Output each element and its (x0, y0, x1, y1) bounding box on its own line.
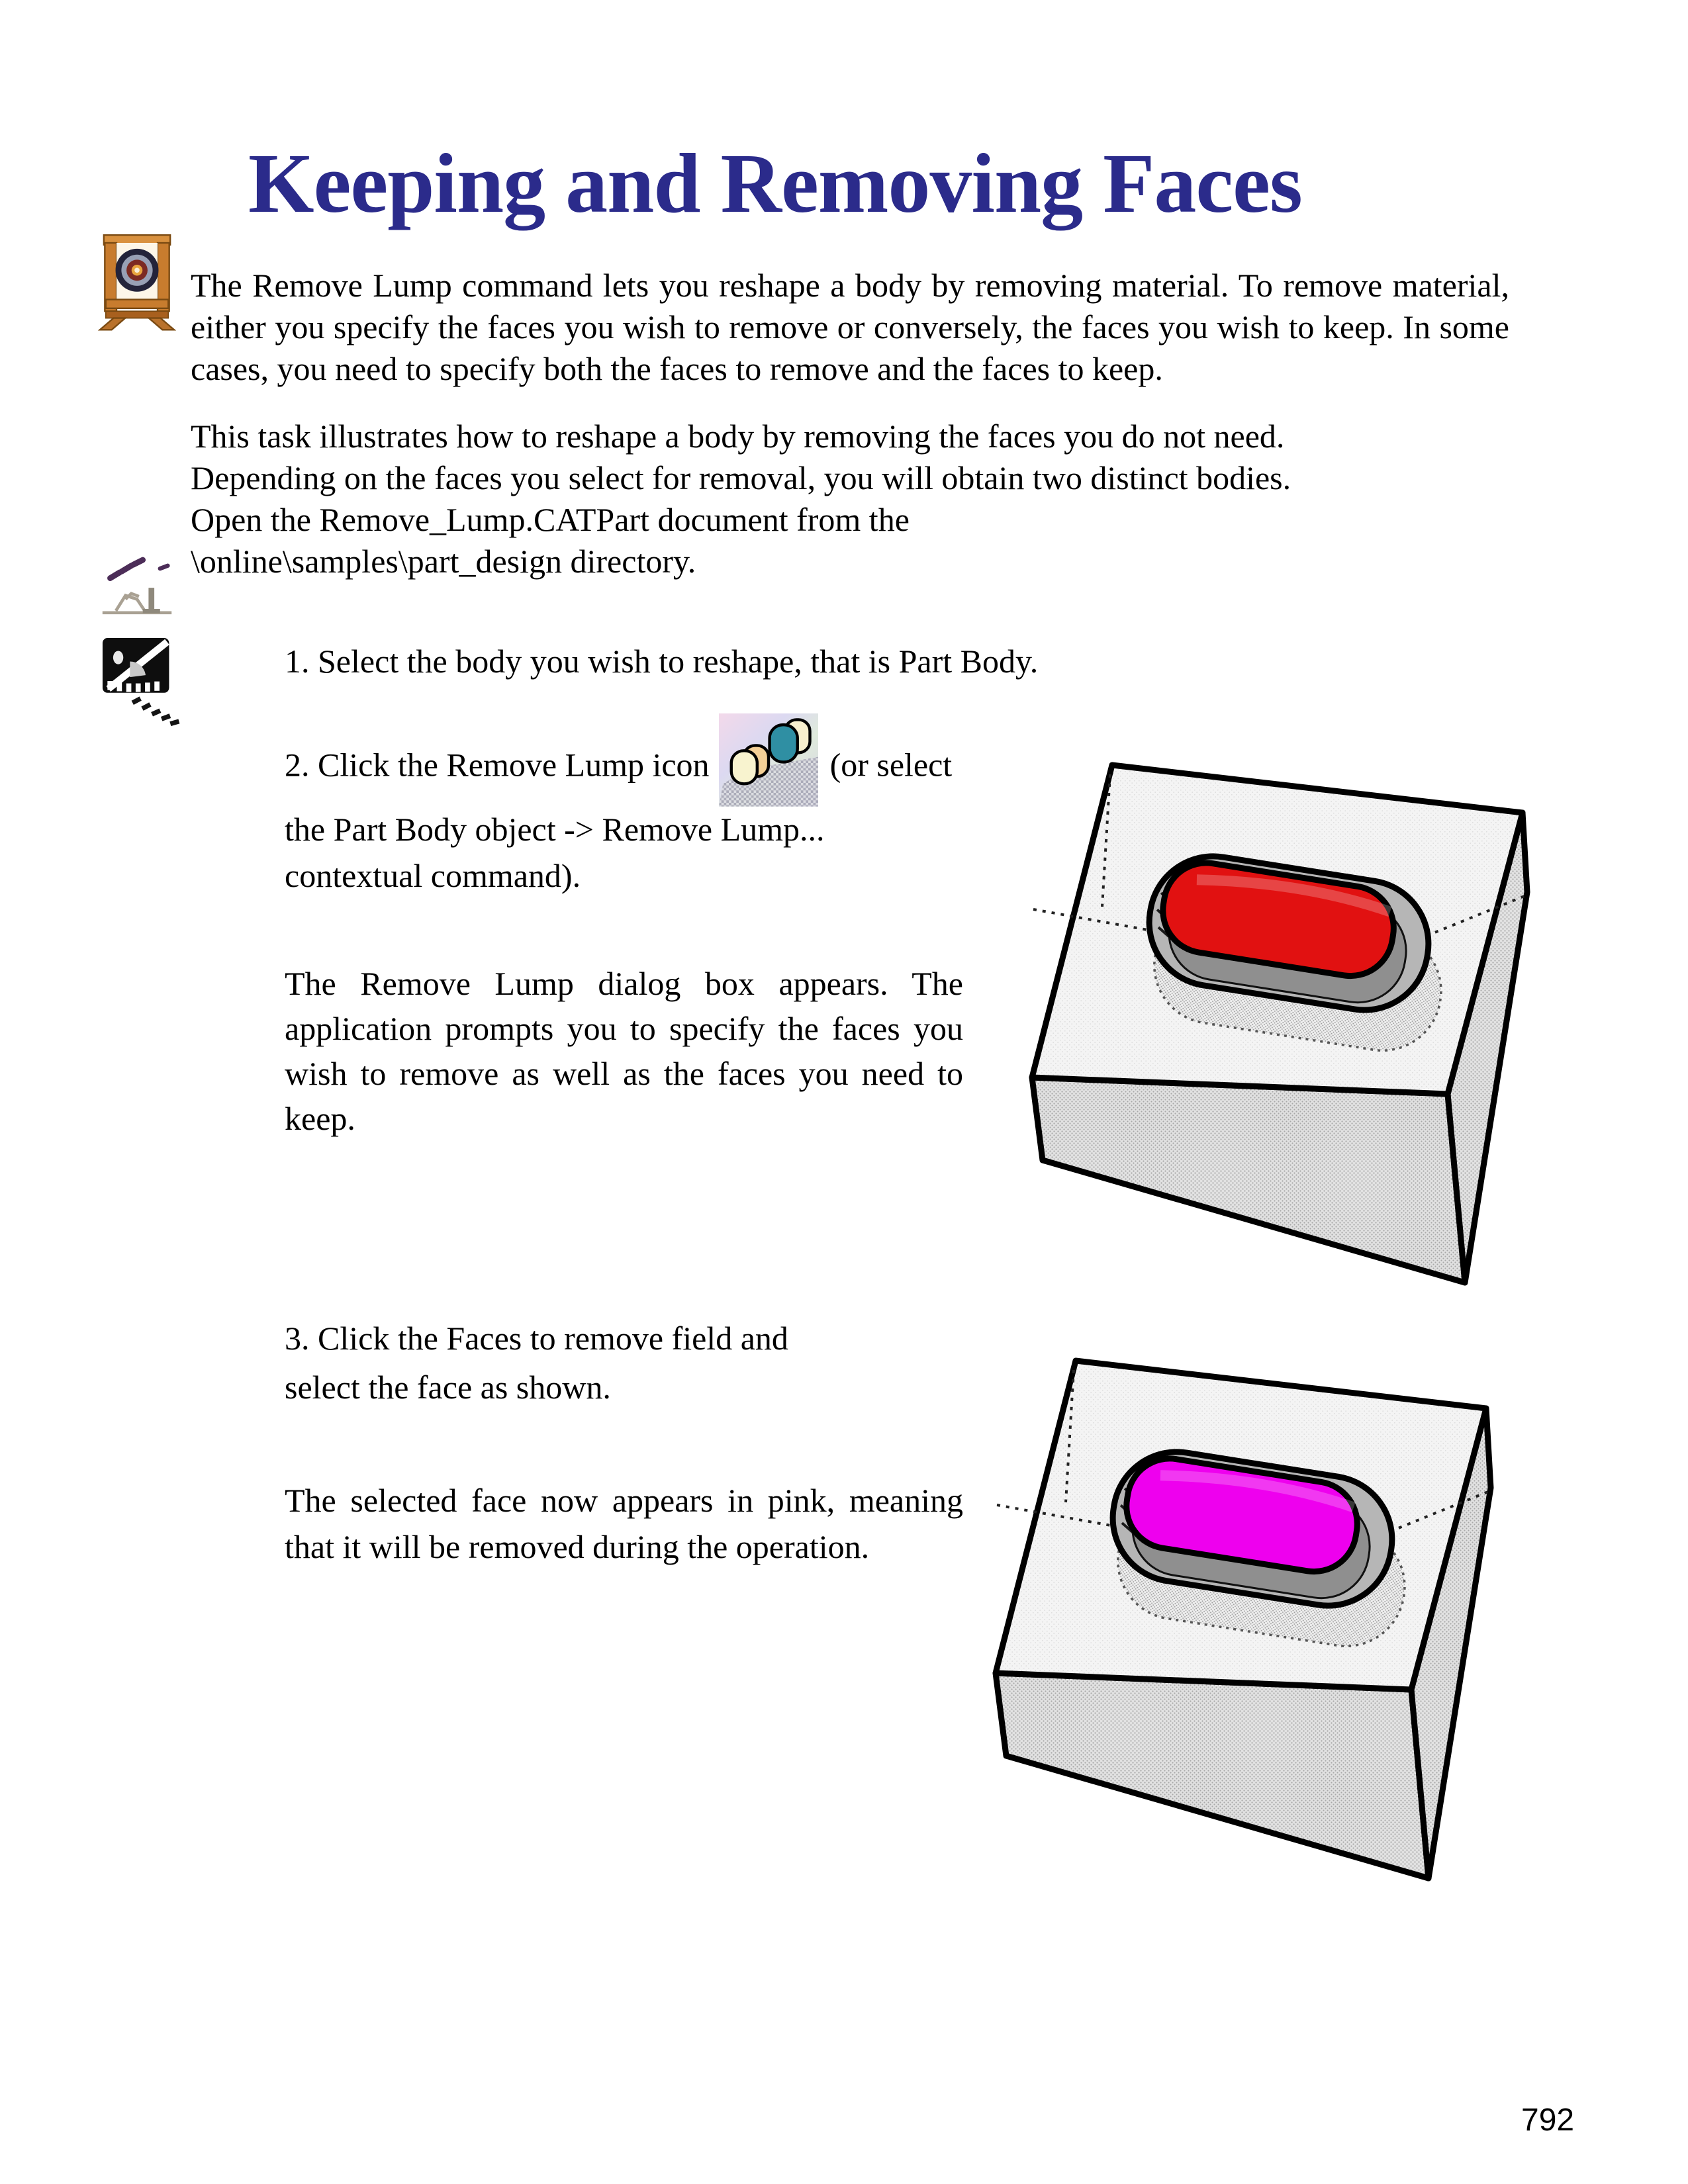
step-2-text-after: (or select the Part Body object -> Remove Lump... contextual command). (285, 746, 953, 894)
task-line: This task illustrates how to reshape a body by removing the faces you do not need. (191, 418, 1285, 455)
step-1-text: 1. Select the body you wish to reshape, that is Part Body. (285, 643, 1039, 680)
remove-lump-icon (719, 713, 818, 806)
task-line: Open the Remove_Lump.CATPart document from the (191, 501, 910, 538)
task-paragraph (191, 416, 1509, 582)
step-3-line: select the face as shown. (285, 1369, 611, 1406)
task-line: Depending on the faces you select for removal, you will obtain two distinct bodies. (191, 459, 1291, 496)
step-3-note: The selected face now appears in pink, meaning that it will be removed during the operation. (285, 1482, 963, 1565)
block-front-face (996, 1673, 1429, 1878)
step-3-text (285, 1314, 963, 1412)
step-2-text (285, 713, 963, 899)
step-2-note: The Remove Lump dialog box appears. The application prompts you to specify the faces you wish to remove as well as the faces you need to keep. (285, 965, 963, 1137)
open-sample-sketch-icon (95, 551, 179, 628)
task-target-icon (98, 233, 176, 331)
figure-selected-face-pink (953, 1329, 1499, 1891)
page-title: Keeping and Removing Faces (248, 136, 1302, 230)
intro-paragraph: The Remove Lump command lets you reshape a body by removing material. To remove material, either you specify the faces you wish to remove or conversely, the faces you wish to keep. In some cases, you need to specify both the faces to remove and the faces to keep. (191, 267, 1509, 387)
step-2-text-before: 2. Click the Remove Lump icon (285, 746, 710, 784)
page-number: 792 (1521, 2103, 1575, 2138)
figure-remove-face-red (990, 733, 1536, 1296)
task-line: \online\samples\part_design directory. (191, 543, 696, 580)
scenario-clapperboard-icon (101, 633, 187, 733)
step-3-line: 3. Click the Faces to remove field and (285, 1320, 788, 1357)
block-front-face (1032, 1077, 1465, 1283)
